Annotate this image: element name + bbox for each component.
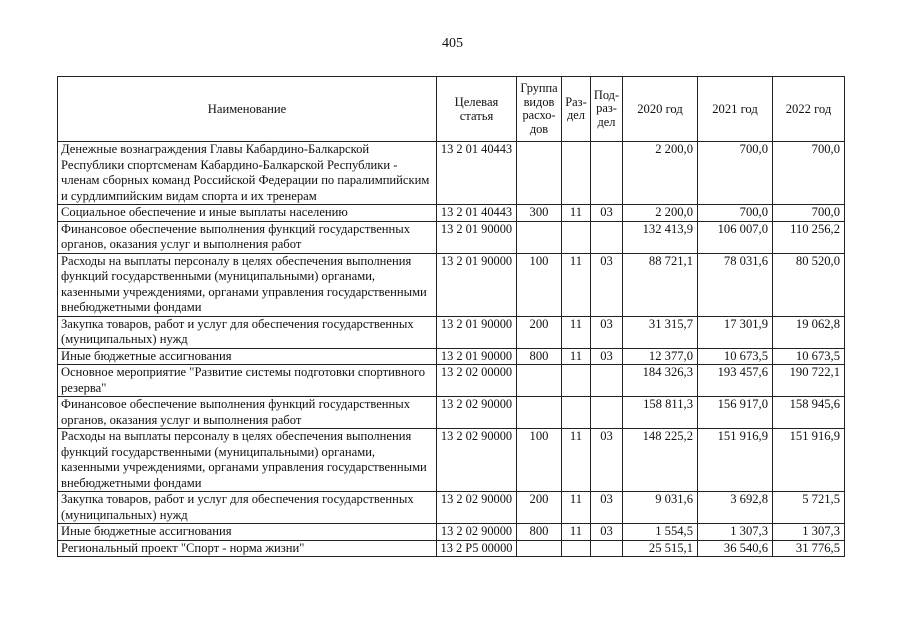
header-section: Раз-дел — [562, 77, 591, 142]
header-expense-group: Группа видов расхо-дов — [517, 77, 562, 142]
row-value-2020: 12 377,0 — [623, 348, 698, 365]
row-target-code: 13 2 02 90000 — [437, 397, 517, 429]
row-target-code: 13 2 02 00000 — [437, 365, 517, 397]
row-value-2021: 36 540,6 — [698, 540, 773, 557]
row-subsection — [591, 221, 623, 253]
row-section — [562, 397, 591, 429]
row-value-2022: 5 721,5 — [773, 492, 845, 524]
row-subsection: 03 — [591, 316, 623, 348]
row-group — [517, 221, 562, 253]
table-row — [58, 365, 845, 397]
row-name: Иные бюджетные ассигнования — [58, 524, 437, 541]
row-name: Финансовое обеспечение выполнения функций государственных органов, оказания услуг и выполнения работ — [58, 221, 437, 253]
row-subsection — [591, 397, 623, 429]
row-group — [517, 397, 562, 429]
table-row — [58, 253, 845, 316]
row-value-2022: 700,0 — [773, 205, 845, 222]
row-value-2021: 10 673,5 — [698, 348, 773, 365]
row-group: 300 — [517, 205, 562, 222]
row-subsection: 03 — [591, 429, 623, 492]
table-row — [58, 205, 845, 222]
header-target-article: Целевая статья — [437, 77, 517, 142]
row-target-code: 13 2 02 90000 — [437, 524, 517, 541]
row-name: Денежные вознаграждения Главы Кабардино-Балкарской Республики спортсменам Кабардино-Балкарской Республики - членам сборных команд Российской Федерации по паралимпийским и сурдлимпийским видам спорта и их тренерам — [58, 142, 437, 205]
table-row — [58, 429, 845, 492]
row-value-2022: 31 776,5 — [773, 540, 845, 557]
row-value-2022: 151 916,9 — [773, 429, 845, 492]
row-value-2020: 184 326,3 — [623, 365, 698, 397]
row-subsection — [591, 142, 623, 205]
row-target-code: 13 2 01 40443 — [437, 205, 517, 222]
row-value-2021: 156 917,0 — [698, 397, 773, 429]
row-value-2020: 132 413,9 — [623, 221, 698, 253]
row-value-2021: 700,0 — [698, 142, 773, 205]
table-row — [58, 142, 845, 205]
row-value-2021: 78 031,6 — [698, 253, 773, 316]
row-group: 100 — [517, 429, 562, 492]
row-name: Социальное обеспечение и иные выплаты населению — [58, 205, 437, 222]
row-value-2020: 31 315,7 — [623, 316, 698, 348]
row-value-2020: 158 811,3 — [623, 397, 698, 429]
row-value-2022: 158 945,6 — [773, 397, 845, 429]
row-value-2022: 700,0 — [773, 142, 845, 205]
row-value-2021: 700,0 — [698, 205, 773, 222]
row-section — [562, 142, 591, 205]
table-row — [58, 316, 845, 348]
row-name: Закупка товаров, работ и услуг для обеспечения государственных (муниципальных) нужд — [58, 316, 437, 348]
header-year-2021: 2021 год — [698, 77, 773, 142]
row-target-code: 13 2 01 90000 — [437, 348, 517, 365]
row-value-2022: 19 062,8 — [773, 316, 845, 348]
row-value-2020: 1 554,5 — [623, 524, 698, 541]
table-row — [58, 221, 845, 253]
row-subsection: 03 — [591, 253, 623, 316]
row-section: 11 — [562, 492, 591, 524]
header-year-2020: 2020 год — [623, 77, 698, 142]
row-group: 100 — [517, 253, 562, 316]
row-section — [562, 365, 591, 397]
row-section: 11 — [562, 316, 591, 348]
row-group — [517, 540, 562, 557]
row-target-code: 13 2 02 90000 — [437, 492, 517, 524]
row-value-2020: 25 515,1 — [623, 540, 698, 557]
row-subsection: 03 — [591, 492, 623, 524]
row-name: Закупка товаров, работ и услуг для обеспечения государственных (муниципальных) нужд — [58, 492, 437, 524]
row-value-2022: 1 307,3 — [773, 524, 845, 541]
row-name: Расходы на выплаты персоналу в целях обеспечения выполнения функций государственными (муниципальными) органами, казенными учреждениями, органами управления государственными внебюджетными фондами — [58, 429, 437, 492]
header-subsection: Под-раз-дел — [591, 77, 623, 142]
row-value-2022: 10 673,5 — [773, 348, 845, 365]
row-value-2021: 3 692,8 — [698, 492, 773, 524]
table-row — [58, 540, 845, 557]
row-subsection — [591, 540, 623, 557]
table-row — [58, 492, 845, 524]
row-target-code: 13 2 01 40443 — [437, 142, 517, 205]
row-value-2020: 2 200,0 — [623, 142, 698, 205]
row-group — [517, 365, 562, 397]
row-subsection — [591, 365, 623, 397]
row-value-2020: 9 031,6 — [623, 492, 698, 524]
row-target-code: 13 2 P5 00000 — [437, 540, 517, 557]
row-subsection: 03 — [591, 348, 623, 365]
row-group — [517, 142, 562, 205]
row-subsection: 03 — [591, 205, 623, 222]
table-row — [58, 397, 845, 429]
row-value-2021: 193 457,6 — [698, 365, 773, 397]
row-group: 800 — [517, 524, 562, 541]
row-target-code: 13 2 01 90000 — [437, 316, 517, 348]
row-subsection: 03 — [591, 524, 623, 541]
row-section — [562, 221, 591, 253]
row-name: Расходы на выплаты персоналу в целях обеспечения выполнения функций государственными (муниципальными) органами, казенными учреждениями, органами управления государственными внебюджетными фондами — [58, 253, 437, 316]
row-value-2020: 88 721,1 — [623, 253, 698, 316]
row-section — [562, 540, 591, 557]
row-value-2021: 151 916,9 — [698, 429, 773, 492]
row-name: Финансовое обеспечение выполнения функций государственных органов, оказания услуг и выполнения работ — [58, 397, 437, 429]
row-section: 11 — [562, 429, 591, 492]
budget-table — [57, 76, 845, 557]
row-value-2022: 190 722,1 — [773, 365, 845, 397]
table-header-row — [58, 77, 845, 142]
table-row — [58, 348, 845, 365]
row-section: 11 — [562, 524, 591, 541]
row-value-2021: 1 307,3 — [698, 524, 773, 541]
header-year-2022: 2022 год — [773, 77, 845, 142]
row-section: 11 — [562, 205, 591, 222]
row-value-2021: 17 301,9 — [698, 316, 773, 348]
row-value-2022: 80 520,0 — [773, 253, 845, 316]
row-value-2022: 110 256,2 — [773, 221, 845, 253]
page-number: 405 — [442, 36, 463, 51]
row-target-code: 13 2 01 90000 — [437, 253, 517, 316]
row-section: 11 — [562, 348, 591, 365]
row-group: 200 — [517, 316, 562, 348]
row-target-code: 13 2 02 90000 — [437, 429, 517, 492]
header-name: Наименование — [58, 77, 437, 142]
row-name: Региональный проект "Спорт - норма жизни" — [58, 540, 437, 557]
row-value-2020: 2 200,0 — [623, 205, 698, 222]
row-value-2021: 106 007,0 — [698, 221, 773, 253]
row-value-2020: 148 225,2 — [623, 429, 698, 492]
table-row — [58, 524, 845, 541]
row-target-code: 13 2 01 90000 — [437, 221, 517, 253]
row-name: Иные бюджетные ассигнования — [58, 348, 437, 365]
row-group: 200 — [517, 492, 562, 524]
row-name: Основное мероприятие "Развитие системы подготовки спортивного резерва" — [58, 365, 437, 397]
row-group: 800 — [517, 348, 562, 365]
row-section: 11 — [562, 253, 591, 316]
